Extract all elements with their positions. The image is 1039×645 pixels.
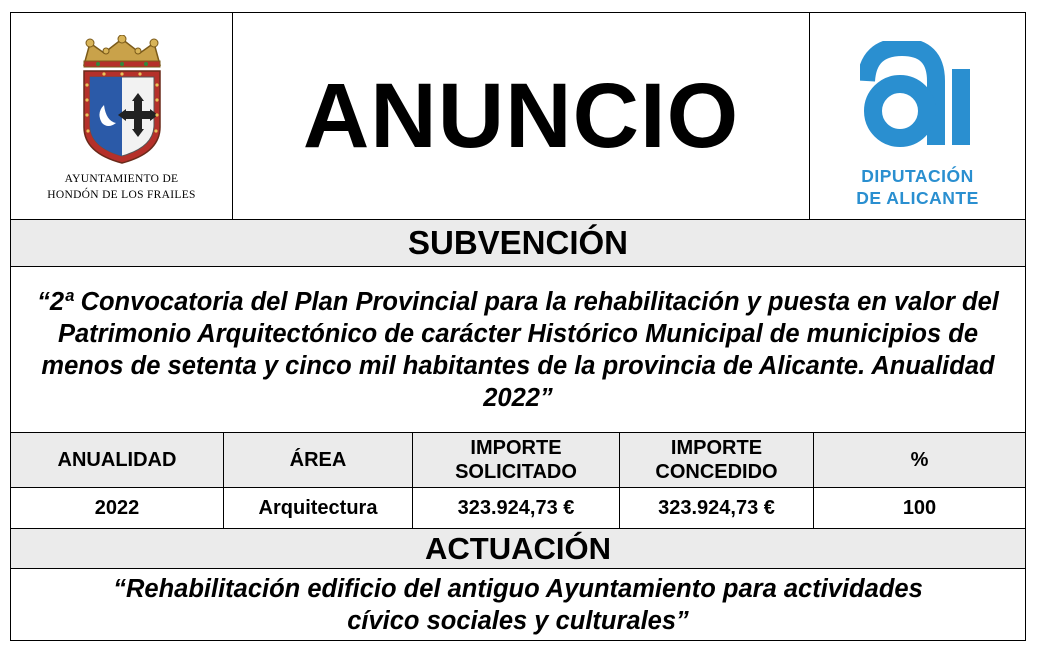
cell-anualidad: 2022 bbox=[11, 488, 224, 528]
actuacion-title-row bbox=[10, 528, 1026, 568]
header-anualidad: ANUALIDAD bbox=[11, 433, 224, 487]
cell-percent: 100 bbox=[902, 497, 937, 519]
header-area: ÁREA bbox=[224, 433, 413, 487]
table-row bbox=[10, 487, 1026, 528]
header-row bbox=[10, 12, 1026, 219]
coat-of-arms-icon bbox=[76, 35, 168, 165]
cell-importe-concedido: 323.924,73 € bbox=[620, 488, 814, 528]
actuacion-description-row bbox=[10, 568, 1026, 641]
header-percent: % bbox=[910, 449, 929, 471]
actuacion-description bbox=[11, 569, 1025, 640]
subvencion-title-row bbox=[10, 219, 1026, 266]
subvencion-description-row bbox=[10, 266, 1026, 432]
diputacion-name-line2: DE ALICANTE bbox=[856, 188, 979, 208]
town-name-line1: AYUNTAMIENTO DE bbox=[64, 173, 179, 185]
actuacion-description-line1: “Rehabilitación edificio del antiguo Ayuntamiento para actividades bbox=[113, 574, 923, 603]
town-logo-cell bbox=[11, 13, 233, 219]
actuacion-description-line2: cívico sociales y culturales” bbox=[347, 606, 689, 635]
subvencion-heading: SUBVENCIÓN bbox=[407, 224, 629, 261]
subvencion-description: “2ª Convocatoria del Plan Provincial para la rehabilitación y puesta en valor del Patrimonio Arquitectónico de carácter Histórico Municipal de municipios de menos de setenta y cinco mil habitantes de la provincia de Alicante. Anualidad 2022” bbox=[37, 287, 999, 412]
diputacion-name-line1: DIPUTACIÓN bbox=[861, 166, 974, 186]
diputacion-logo-cell bbox=[810, 13, 1025, 219]
header-importe-concedido: IMPORTE CONCEDIDO bbox=[620, 433, 814, 487]
announcement-document bbox=[10, 12, 1026, 641]
diputacion-logo-icon bbox=[860, 41, 976, 149]
table-header-row bbox=[10, 432, 1026, 487]
cell-area: Arquitectura bbox=[224, 488, 413, 528]
page-title: ANUNCIO bbox=[302, 64, 740, 167]
title-cell bbox=[233, 13, 810, 219]
header-importe-solicitado: IMPORTE SOLICITADO bbox=[413, 433, 620, 487]
town-name-line2: HONDÓN DE LOS FRAILES bbox=[47, 189, 196, 201]
actuacion-heading: ACTUACIÓN bbox=[425, 530, 611, 566]
cell-importe-solicitado: 323.924,73 € bbox=[413, 488, 620, 528]
